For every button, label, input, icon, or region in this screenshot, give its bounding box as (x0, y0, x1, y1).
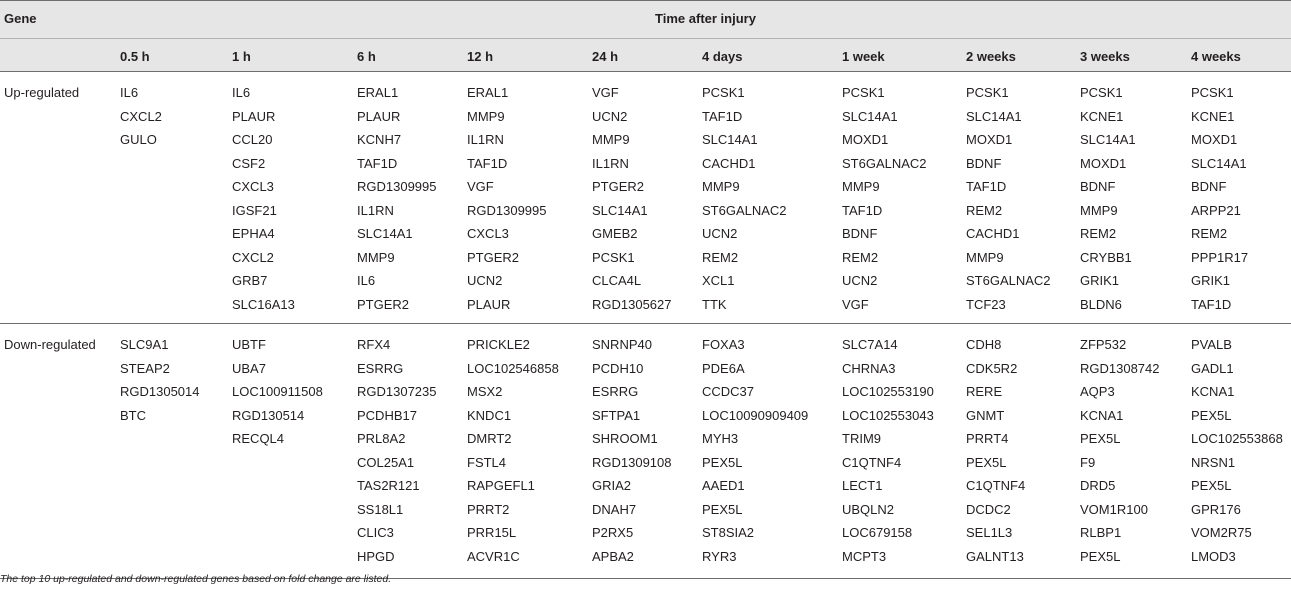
timepoint-header: 0.5 h (120, 49, 150, 64)
gene-name: PTGER2 (592, 179, 645, 194)
gene-name: F9 (1080, 454, 1096, 470)
gene-name: CACHD1 (966, 226, 1020, 241)
gene-name: COL25A1 (357, 454, 415, 470)
gene-name: KCNH7 (357, 132, 402, 147)
gene-cell (842, 324, 966, 579)
gene-cell (232, 324, 357, 579)
gene-cell (120, 72, 232, 324)
gene-cell (467, 324, 592, 579)
gene-name: GULO (120, 132, 157, 147)
gene-name: CDK5R2 (966, 360, 1018, 376)
gene-name: RGD1309108 (592, 454, 672, 470)
gene-name: GADL1 (1191, 360, 1234, 376)
gene-name: IL6 (357, 273, 376, 288)
gene-name: SLC14A1 (702, 132, 758, 147)
gene-cell (966, 324, 1080, 579)
gene-cell (592, 324, 702, 579)
gene-name: BDNF (1080, 179, 1116, 194)
gene-name: TAF1D (357, 155, 398, 171)
gene-name: VGF (467, 179, 494, 194)
gene-name: UCN2 (702, 226, 738, 241)
gene-name: KCNE1 (1080, 108, 1124, 124)
gene-name: GRB7 (232, 273, 268, 288)
gene-name: HPGD (357, 548, 395, 564)
gene-name: MSX2 (467, 384, 503, 399)
gene-name: CSF2 (232, 155, 266, 171)
empty-header-cell (0, 39, 120, 72)
gene-name: RGD1305627 (592, 296, 672, 312)
gene-name: PRICKLE2 (467, 337, 530, 352)
gene-name: PEX5L (966, 454, 1007, 470)
gene-name: LOC102553868 (1191, 431, 1283, 446)
gene-name: MOXD1 (1080, 155, 1127, 171)
table-row (0, 324, 1291, 579)
gene-name: RGD1307235 (357, 384, 437, 399)
gene-name: XCL1 (702, 273, 735, 288)
gene-name: ST8SIA2 (702, 525, 755, 540)
gene-name: PEX5L (1080, 548, 1121, 564)
gene-name: MOXD1 (842, 132, 889, 147)
gene-name: SFTPA1 (592, 407, 641, 423)
gene-name: BDNF (842, 226, 878, 241)
gene-name: RGD130514 (232, 407, 305, 423)
timepoint-header: 1 week (842, 49, 885, 64)
gene-name: UBQLN2 (842, 501, 895, 517)
gene-name: SLC16A13 (232, 296, 295, 312)
timepoint-header: 12 h (467, 49, 494, 64)
gene-name: FSTL4 (467, 454, 507, 470)
gene-name: TAF1D (842, 202, 883, 218)
timepoint-header: 6 h (357, 49, 376, 64)
gene-name: DNAH7 (592, 501, 637, 517)
timepoint-header: 4 days (702, 49, 743, 64)
gene-cell (1191, 324, 1291, 579)
gene-name: TAS2R121 (357, 478, 420, 493)
gene-name: IGSF21 (232, 202, 277, 218)
gene-name: DRD5 (1080, 478, 1116, 493)
row-label: Down-regulated (0, 324, 120, 579)
gene-name: KCNA1 (1080, 407, 1124, 423)
gene-name: C1QTNF4 (842, 454, 902, 470)
gene-name: IL1RN (467, 132, 504, 147)
gene-name: REM2 (1080, 226, 1117, 241)
gene-name: PEX5L (1191, 478, 1232, 493)
gene-name: SLC14A1 (592, 202, 648, 218)
timepoint-header: 24 h (592, 49, 619, 64)
gene-name: REM2 (702, 249, 739, 265)
gene-cell (1080, 324, 1191, 579)
gene-name: EPHA4 (232, 226, 275, 241)
gene-cell (702, 324, 842, 579)
gene-name: IL1RN (592, 155, 629, 171)
timepoint-header: 3 weeks (1080, 49, 1130, 64)
timepoint-header: 2 weeks (966, 49, 1016, 64)
gene-name: UCN2 (592, 108, 628, 124)
gene-name: RECQL4 (232, 431, 285, 446)
gene-name: VOM2R75 (1191, 525, 1252, 540)
header-row-1 (0, 1, 1291, 39)
gene-name: PEX5L (702, 501, 743, 517)
gene-name: NRSN1 (1191, 454, 1236, 470)
gene-name: RGD1309995 (357, 179, 437, 194)
gene-name: MOXD1 (1191, 132, 1238, 147)
gene-name: TAF1D (966, 179, 1007, 194)
gene-name: MMP9 (592, 132, 630, 147)
gene-name: SLC14A1 (966, 108, 1022, 124)
gene-name: STEAP2 (120, 360, 170, 376)
gene-name: APBA2 (592, 548, 634, 564)
gene-name: PEX5L (1080, 431, 1121, 446)
gene-name: PRRT2 (467, 501, 510, 517)
gene-name: CRYBB1 (1080, 249, 1132, 265)
gene-cell (966, 72, 1080, 324)
gene-cell (1080, 72, 1191, 324)
gene-name: ST6GALNAC2 (702, 202, 787, 218)
gene-name: REM2 (1191, 226, 1228, 241)
gene-name: MMP9 (467, 108, 505, 124)
gene-name: CLIC3 (357, 525, 394, 540)
gene-name: PDE6A (702, 360, 745, 376)
gene-name: UCN2 (467, 273, 503, 288)
gene-name: MMP9 (842, 179, 880, 194)
gene-name: CACHD1 (702, 155, 756, 171)
gene-name: PCSK1 (592, 249, 635, 265)
gene-name: RFX4 (357, 337, 391, 352)
row-label: Up-regulated (0, 72, 120, 324)
gene-name: PCSK1 (702, 85, 745, 100)
gene-name: ST6GALNAC2 (966, 273, 1051, 288)
gene-cell (592, 72, 702, 324)
gene-name: MMP9 (702, 179, 740, 194)
timepoint-header: 4 weeks (1191, 49, 1241, 64)
gene-name: MOXD1 (966, 132, 1013, 147)
gene-name: PTGER2 (357, 296, 410, 312)
gene-name: GNMT (966, 407, 1005, 423)
gene-column-header: Gene (4, 11, 37, 26)
gene-name: BLDN6 (1080, 296, 1122, 312)
gene-name: IL6 (232, 85, 251, 100)
gene-name: ARPP21 (1191, 202, 1241, 218)
gene-name: SNRNP40 (592, 337, 652, 352)
gene-cell (357, 324, 467, 579)
gene-name: MYH3 (702, 431, 739, 446)
gene-name: PEX5L (702, 454, 743, 470)
gene-name: IL6 (120, 85, 139, 100)
gene-name: MMP9 (966, 249, 1004, 265)
table-row (0, 72, 1291, 324)
gene-name: ESRRG (592, 384, 639, 399)
gene-name: ESRRG (357, 360, 404, 376)
gene-name: CXCL3 (467, 226, 509, 241)
gene-name: KCNE1 (1191, 108, 1235, 124)
time-after-injury-header: Time after injury (655, 11, 756, 26)
gene-cell (702, 72, 842, 324)
gene-name: CCL20 (232, 132, 273, 147)
gene-name: LOC102546858 (467, 360, 559, 376)
gene-name: PRL8A2 (357, 431, 406, 446)
gene-name: GALNT13 (966, 548, 1024, 564)
gene-name: PCSK1 (1080, 85, 1123, 100)
gene-name: AAED1 (702, 478, 745, 493)
gene-name: C1QTNF4 (966, 478, 1026, 493)
gene-name: PPP1R17 (1191, 249, 1249, 265)
gene-name: PCSK1 (842, 85, 885, 100)
gene-name: MCPT3 (842, 548, 887, 564)
gene-name: UCN2 (842, 273, 878, 288)
gene-name: ZFP532 (1080, 337, 1127, 352)
gene-name: PLAUR (467, 296, 511, 312)
gene-name: RGD1309995 (467, 202, 547, 218)
gene-cell (232, 72, 357, 324)
gene-name: SLC14A1 (357, 226, 413, 241)
gene-cell (120, 324, 232, 579)
gene-name: VGF (592, 85, 619, 100)
gene-name: PLAUR (232, 108, 276, 124)
gene-name: PCDHB17 (357, 407, 417, 423)
gene-name: LOC679158 (842, 525, 913, 540)
gene-name: P2RX5 (592, 525, 634, 540)
gene-name: CLCA4L (592, 273, 642, 288)
gene-name: SHROOM1 (592, 431, 658, 446)
gene-name: RGD1305014 (120, 384, 200, 399)
gene-name: LMOD3 (1191, 548, 1236, 564)
gene-name: PRR15L (467, 525, 517, 540)
gene-name: GRIA2 (592, 478, 632, 493)
gene-name: PEX5L (1191, 407, 1232, 423)
gene-name: RYR3 (702, 548, 737, 564)
gene-name: TTK (702, 296, 727, 312)
gene-name: SLC14A1 (1080, 132, 1136, 147)
gene-name: PCSK1 (1191, 85, 1234, 100)
gene-name: DMRT2 (467, 431, 512, 446)
gene-name: TRIM9 (842, 431, 881, 446)
gene-name: UBTF (232, 337, 266, 352)
gene-name: LOC10090909409 (702, 407, 809, 423)
gene-name: SLC14A1 (842, 108, 898, 124)
gene-name: KCNA1 (1191, 384, 1235, 399)
gene-name: PRRT4 (966, 431, 1009, 446)
gene-name: TAF1D (1191, 296, 1232, 312)
gene-name: LOC100911508 (232, 384, 323, 399)
gene-name: CDH8 (966, 337, 1002, 352)
gene-name: AQP3 (1080, 384, 1115, 399)
gene-name: TAF1D (702, 108, 743, 124)
gene-name: SLC9A1 (120, 337, 169, 352)
gene-name: BDNF (1191, 179, 1227, 194)
gene-name: CCDC37 (702, 384, 755, 399)
gene-cell (842, 72, 966, 324)
gene-name: VGF (842, 296, 869, 312)
gene-name: LECT1 (842, 478, 883, 493)
gene-name: SEL1L3 (966, 525, 1013, 540)
gene-name: KNDC1 (467, 407, 512, 423)
gene-name: LOC102553190 (842, 384, 934, 399)
gene-name: PLAUR (357, 108, 401, 124)
gene-cell (467, 72, 592, 324)
gene-name: PCDH10 (592, 360, 644, 376)
gene-name: LOC102553043 (842, 407, 934, 423)
gene-name: BDNF (966, 155, 1002, 171)
gene-name: CXCL2 (232, 249, 274, 265)
gene-name: DCDC2 (966, 501, 1011, 517)
gene-name: IL1RN (357, 202, 394, 218)
gene-name: RGD1308742 (1080, 360, 1160, 376)
gene-name: PTGER2 (467, 249, 520, 265)
gene-name: GRIK1 (1191, 273, 1231, 288)
gene-name: TCF23 (966, 296, 1006, 312)
gene-name: GRIK1 (1080, 273, 1120, 288)
gene-name: RAPGEFL1 (467, 478, 535, 493)
gene-cell (357, 72, 467, 324)
gene-name: MMP9 (357, 249, 395, 265)
gene-name: UBA7 (232, 360, 266, 376)
gene-name: RLBP1 (1080, 525, 1122, 540)
gene-name: TAF1D (467, 155, 508, 171)
gene-name: GMEB2 (592, 226, 638, 241)
table-footnote: The top 10 up-regulated and down-regulated genes based on fold change are listed. (0, 573, 392, 585)
gene-name: SLC7A14 (842, 337, 898, 352)
gene-name: VOM1R100 (1080, 501, 1148, 517)
gene-name: FOXA3 (702, 337, 745, 352)
gene-name: ACVR1C (467, 548, 520, 564)
gene-name: ERAL1 (357, 85, 399, 100)
gene-name: CXCL3 (232, 179, 274, 194)
gene-name: BTC (120, 407, 146, 423)
gene-cell (1191, 72, 1291, 324)
gene-name: RERE (966, 384, 1003, 399)
gene-name: ST6GALNAC2 (842, 155, 927, 171)
gene-name: CXCL2 (120, 108, 162, 124)
gene-name: PCSK1 (966, 85, 1009, 100)
gene-name: MMP9 (1080, 202, 1118, 218)
gene-name: REM2 (842, 249, 879, 265)
gene-name: CHRNA3 (842, 360, 896, 376)
gene-name: GPR176 (1191, 501, 1241, 517)
gene-name: SLC14A1 (1191, 155, 1247, 171)
timepoint-header: 1 h (232, 49, 251, 64)
gene-name: PVALB (1191, 337, 1232, 352)
header-row-2 (0, 39, 1291, 72)
gene-name: SS18L1 (357, 501, 404, 517)
gene-name: REM2 (966, 202, 1003, 218)
gene-name: ERAL1 (467, 85, 509, 100)
